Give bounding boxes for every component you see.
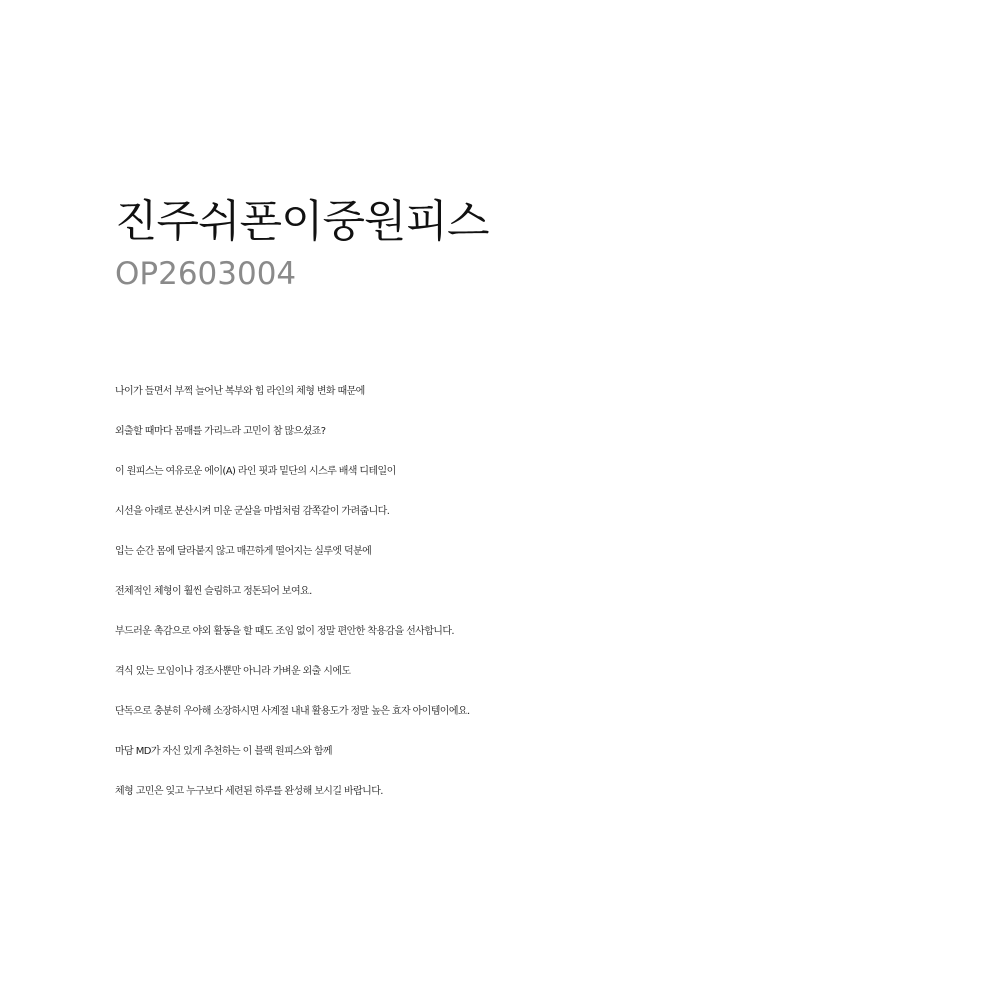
description-line: 입는 순간 몸에 달라붙지 않고 매끈하게 떨어지는 실루엣 덕분에 (115, 546, 372, 557)
description-line: 단독으로 충분히 우아해 소장하시면 사계절 내내 활용도가 정말 높은 효자 아이템이에요. (115, 706, 470, 717)
description-line: 전체적인 체형이 훨씬 슬림하고 정돈되어 보여요. (115, 586, 312, 597)
description-line: 부드러운 촉감으로 야외 활동을 할 때도 조임 없이 정말 편안한 착용감을 선사합니다. (115, 626, 454, 637)
product-title: 진주쉬폰이중원피스 (115, 196, 489, 247)
description-line: 나이가 들면서 부쩍 늘어난 복부와 힙 라인의 체형 변화 때문에 (115, 386, 365, 397)
description-line: 시선을 아래로 분산시켜 미운 군살을 마법처럼 감쪽같이 가려줍니다. (115, 506, 390, 517)
description-line: 마담 MD가 자신 있게 추천하는 이 블랙 원피스와 함께 (115, 746, 332, 757)
product-description (115, 372, 995, 812)
product-header (115, 192, 985, 296)
description-line: 외출할 때마다 몸매를 가리느라 고민이 참 많으셨죠? (115, 426, 326, 437)
description-line: 체형 고민은 잊고 누구보다 세련된 하루를 완성해 보시길 바랍니다. (115, 786, 383, 797)
description-line: 이 원피스는 여유로운 에이(A) 라인 핏과 밑단의 시스루 배색 디테일이 (115, 466, 396, 477)
product-code: OP2603004 (115, 256, 297, 292)
description-line: 격식 있는 모임이나 경조사뿐만 아니라 가벼운 외출 시에도 (115, 666, 351, 677)
